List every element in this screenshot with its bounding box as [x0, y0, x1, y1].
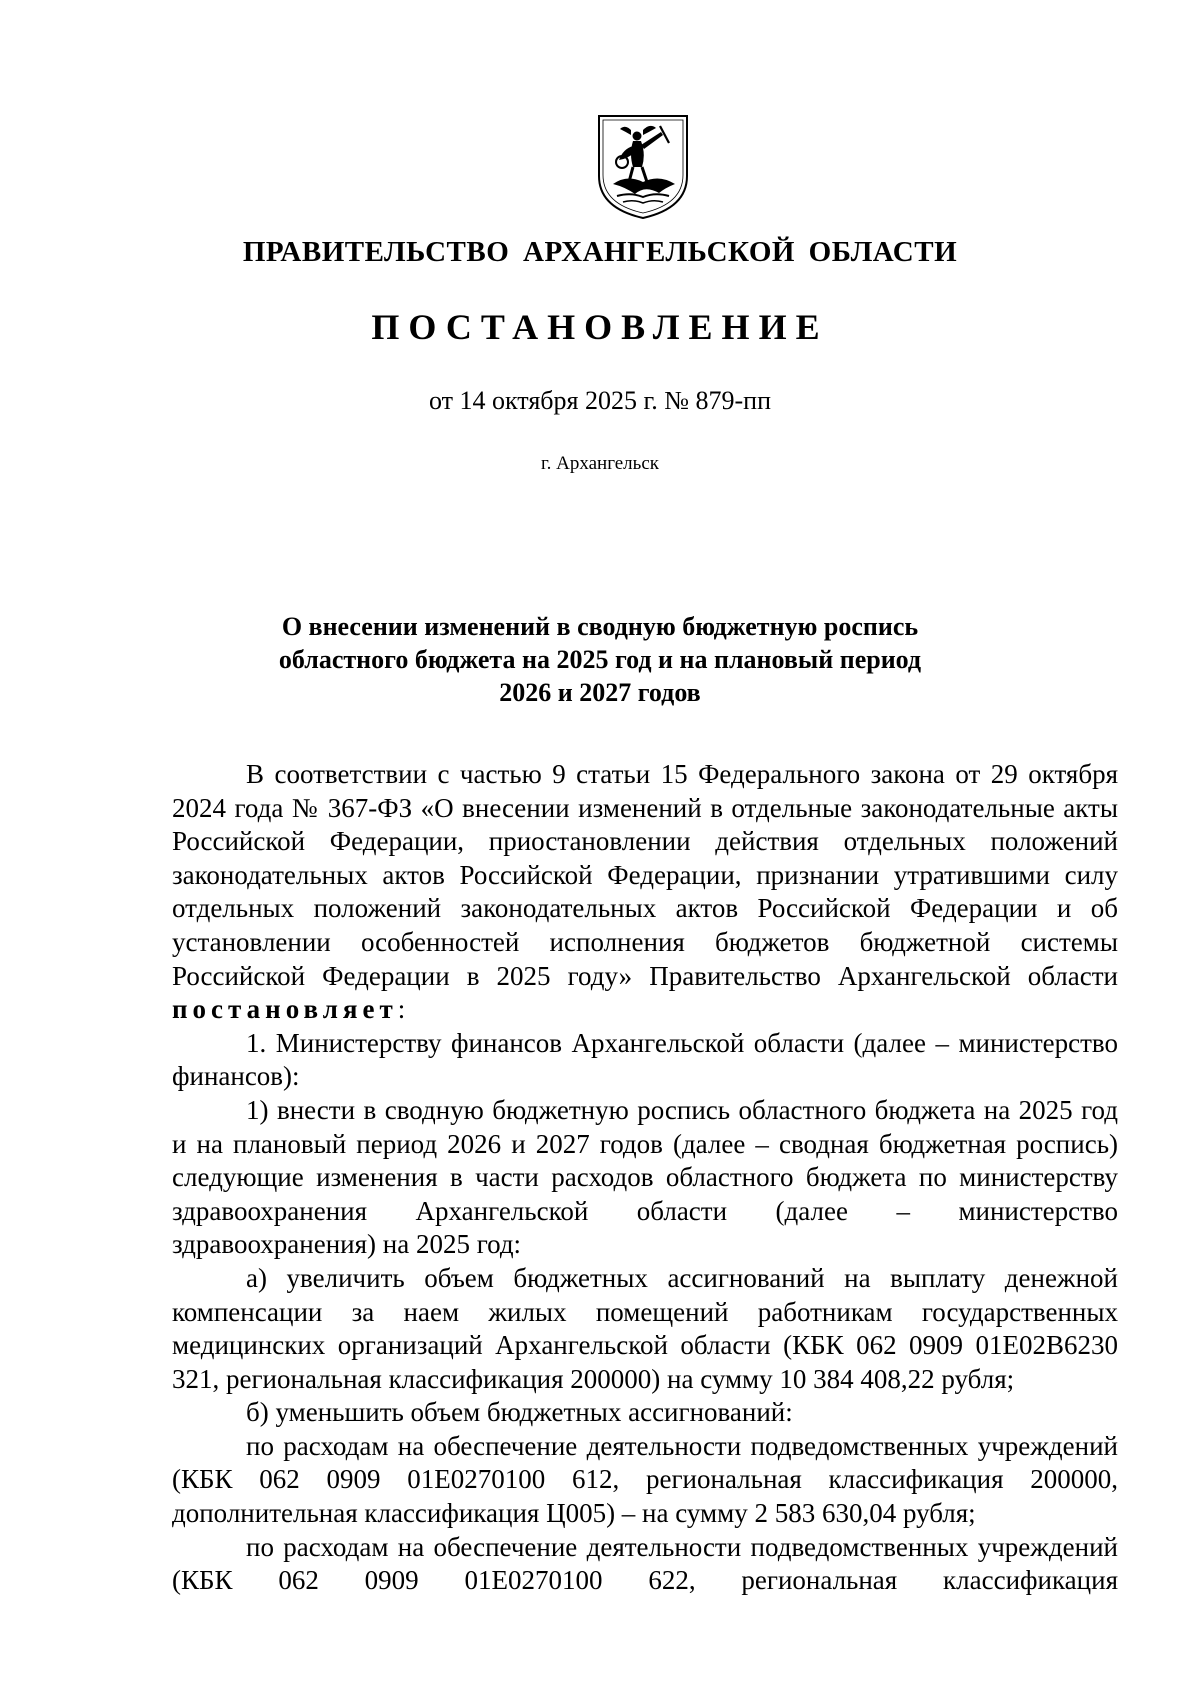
item-a-paragraph: а) увеличить объем бюджетных ассигнований на выплату денежной компенсации за наем жилых помещений работникам государственных медицинских организаций Архангельской области (КБК 062 0909 01Е02В6230 321, региональная классификация 200000) на сумму 10 384 408,22 рубля;	[172, 1262, 1118, 1394]
subject-line: областного бюджета на 2025 год и на плановый период	[278, 645, 922, 674]
document-subject	[0, 610, 1200, 709]
subject-line: 2026 и 2027 годов	[499, 678, 701, 707]
resolves-colon: :	[397, 994, 406, 1025]
item-1-1-paragraph: 1) внести в сводную бюджетную роспись областного бюджета на 2025 год и на плановый период 2026 и 2027 годов (далее – сводная бюджетная роспись) следующие изменения в части расходов областного бюджета по министерству здравоохранения Архангельской области (далее – министерство здравоохранения) на 2025 год:	[172, 1094, 1118, 1260]
subject-line: О внесении изменений в сводную бюджетную роспись	[281, 612, 919, 641]
document-type: ПОСТАНОВЛЕНИЕ	[371, 307, 829, 347]
item-b-2-paragraph: по расходам на обеспечение деятельности подведомственных учреждений (КБК 062 0909 01Е0270100 622, региональная классификация	[172, 1531, 1118, 1596]
document-city: г. Архангельск	[540, 453, 659, 474]
preamble-paragraph	[172, 758, 1118, 1027]
document-body	[172, 758, 1118, 1598]
organization-title: ПРАВИТЕЛЬСТВО АРХАНГЕЛЬСКОЙ ОБЛАСТИ	[242, 236, 958, 268]
preamble-text: В соответствии с частью 9 статьи 15 Федерального закона от 29 октября 2024 года № 367-ФЗ «О внесении изменений в отдельные законодательные акты Российской Федерации, приостановлении действия отдельных положений законодательных актов Российской Федерации, признании утратившими силу отдельных положений законодательных актов Российской Федерации и об установлении особенностей исполнения бюджетов бюджетной системы Российской Федерации в 2025 году» Правительство Архангельской области	[172, 759, 1118, 991]
item-b-paragraph: б) уменьшить объем бюджетных ассигнований:	[246, 1397, 793, 1428]
item-1-paragraph: 1. Министерству финансов Архангельской области (далее – министерство финансов):	[172, 1027, 1118, 1092]
document-date-number: от 14 октября 2025 г. № 879-пп	[429, 386, 771, 415]
item-b-1-paragraph: по расходам на обеспечение деятельности подведомственных учреждений (КБК 062 0909 01Е0270100 612, региональная классификация 200000, дополнительная классификация Ц005) – на сумму 2 583 630,04 рубля;	[172, 1430, 1118, 1529]
resolves-word: постановляет	[172, 994, 398, 1025]
coat-of-arms-emblem	[595, 112, 691, 220]
